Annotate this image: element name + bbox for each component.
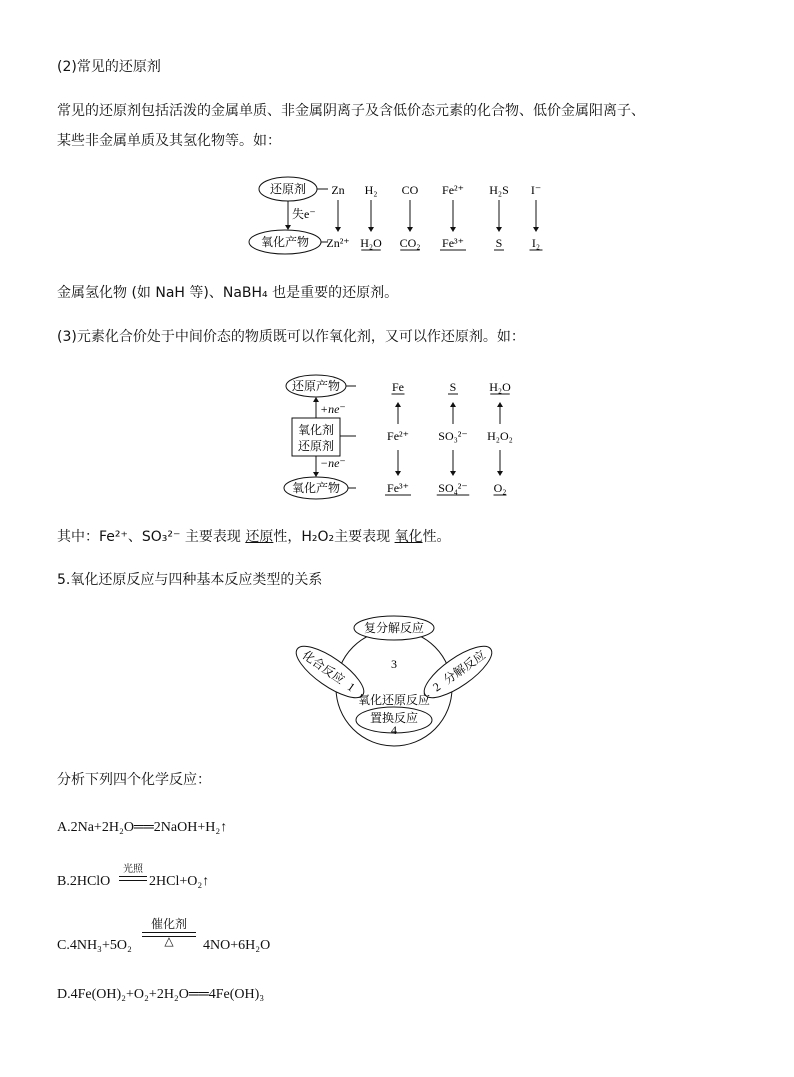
reaction-b-condition: 光照	[123, 864, 143, 875]
diagram-label-lose-electrons: −ne⁻	[320, 456, 346, 470]
reductant-species: H₂	[364, 183, 378, 197]
venn-label-displacement: 置换反应	[369, 711, 419, 725]
oxidation-product-species: CO₂	[399, 236, 421, 250]
diagram-label-reductant: 还原剂	[297, 439, 335, 453]
section-heading-reductants: (2)常见的还原剂	[57, 59, 161, 75]
reductant-species: I⁻	[530, 183, 542, 197]
venn-number-4: 4	[391, 723, 397, 737]
oxidation-product-species: SO₄²⁻	[438, 481, 468, 495]
venn-label-decomposition: 分解反应	[440, 647, 489, 687]
equals-sign	[119, 876, 147, 881]
analysis-intro: 分析下列四个化学反应：	[57, 772, 211, 788]
paragraph-line: 常见的还原剂包括活泼的金属单质、非金属阴离子及含低价态元素的化合物、低价金属阳离子、	[57, 103, 645, 119]
arrowhead	[407, 227, 413, 232]
reaction-c-condition: 催化剂	[150, 917, 187, 931]
intermediate-species: Fe²⁺	[387, 429, 409, 443]
diagram-label-reduction-product: 还原产物	[291, 379, 341, 393]
arrowhead	[497, 471, 503, 476]
arrowhead	[496, 227, 502, 232]
reductant-diagram	[240, 170, 560, 260]
paragraph-line: 某些非金属单质及其氢化物等。如：	[57, 133, 281, 149]
reaction-a: A.2Na+2H₂O══2NaOH+H₂↑	[57, 820, 228, 835]
reduction-product-species: Fe	[392, 380, 404, 394]
summary-answer-oxidizing: 氧化	[394, 529, 423, 545]
venn-label-redox: 氧化还原反应	[357, 693, 431, 707]
arrowhead	[533, 227, 539, 232]
arrowhead	[450, 471, 456, 476]
oxidation-product-species: Zn²⁺	[326, 236, 350, 250]
oxidation-product-species: O₂	[493, 481, 507, 495]
oxidation-product-species: I₂	[531, 236, 541, 250]
reductant-species: CO	[401, 183, 419, 197]
summary-suffix: 性。	[422, 529, 451, 545]
diagram-label-lose-e: 失e⁻	[292, 207, 316, 221]
reaction-c-right: 4NO+6H₂O	[203, 938, 271, 953]
venn-label-double-decomposition: 复分解反应	[363, 621, 425, 635]
summary-mid: 性，H₂O₂主要表现	[273, 529, 391, 545]
reduction-product-species: S	[449, 380, 457, 394]
arrowhead	[335, 227, 341, 232]
venn-label-combination: 化合反应	[299, 647, 348, 687]
reaction-b-left: B.2HClO	[57, 874, 111, 889]
reaction-types-venn-diagram	[292, 610, 502, 750]
summary-answer-reducing: 还原	[245, 529, 274, 545]
oxidation-product-species: Fe³⁺	[442, 236, 464, 250]
reductant-species: Zn	[331, 183, 345, 197]
diagram-label-reductant: 还原剂	[269, 182, 307, 196]
venn-number-1: 1	[344, 679, 358, 695]
reductant-species: Fe²⁺	[442, 183, 464, 197]
note-metal-hydrides: 金属氢化物 (如 NaH 等)、NaBH₄ 也是重要的还原剂。	[57, 285, 399, 301]
oxidation-product-species: S	[495, 236, 503, 250]
intermediate-species: H₂O₂	[487, 429, 513, 443]
oxidation-product-species: H₂O	[360, 236, 382, 250]
redox-intermediate-diagram	[278, 372, 528, 500]
reduction-product-species: H₂O	[489, 380, 511, 394]
arrowhead	[450, 227, 456, 232]
diagram-label-oxidant: 氧化剂	[297, 423, 335, 437]
venn-number-2: 2	[430, 679, 444, 695]
diagram-label-oxidation-product: 氧化产物	[291, 481, 341, 495]
section-heading-reaction-types: 5.氧化还原反应与四种基本反应类型的关系	[57, 572, 323, 588]
arrowhead	[450, 402, 456, 407]
reaction-c-left: C.4NH₃+5O₂	[57, 938, 132, 953]
reaction-c-heat-symbol: △	[164, 934, 174, 948]
venn-number-3: 3	[391, 657, 397, 671]
arrowhead	[368, 227, 374, 232]
arrowhead	[395, 402, 401, 407]
arrowhead	[395, 471, 401, 476]
reaction-d: D.4Fe(OH)₂+O₂+2H₂O══4Fe(OH)₃	[57, 987, 265, 1002]
intermediate-species: SO₃²⁻	[438, 429, 468, 443]
reaction-b-right: 2HCl+O₂↑	[149, 874, 210, 889]
summary-sentence	[57, 527, 451, 547]
oxidation-product-species: Fe³⁺	[387, 481, 409, 495]
section-heading-intermediate-valence: (3)元素化合价处于中间价态的物质既可以作氧化剂，又可以作还原剂。如：	[57, 329, 525, 345]
diagram-label-gain-electrons: +ne⁻	[320, 402, 346, 416]
reductant-species: H₂S	[489, 183, 509, 197]
summary-prefix: 其中：Fe²⁺、SO₃²⁻ 主要表现	[57, 529, 241, 545]
arrowhead	[497, 402, 503, 407]
diagram-label-oxidation-product: 氧化产物	[260, 235, 310, 249]
